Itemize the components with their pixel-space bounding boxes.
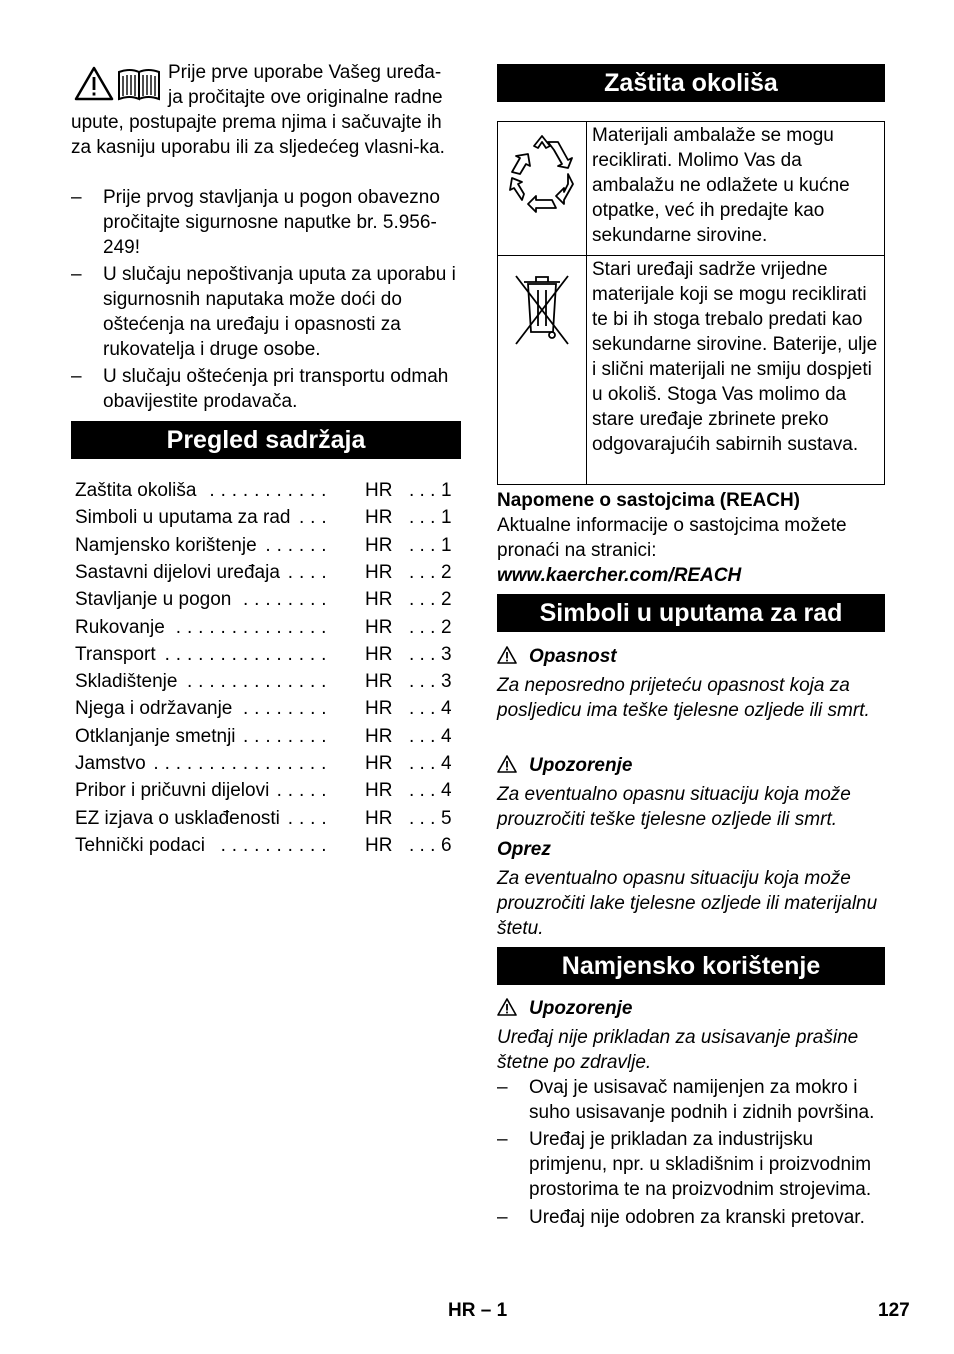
toc-row-label: Sastavni dijelovi uređaja <box>75 561 280 583</box>
toc-row-leader: ...... <box>265 534 333 556</box>
toc-row-label: Njega i održavanje <box>75 698 233 720</box>
env-devices-text: Stari uređaji sadrže vrijedne materijale koji se mogu reciklirati te bi ih stoga trebalo predati kao sekundarne sirovine. Baterije, ulje i slični materijali ne smiju dospjeti u okoliš. Stoga Vas molimo da stare uređaje zbrinete preko odgovarajućih sabirnih sustava. <box>592 259 878 455</box>
toc-row-page: 1 <box>441 507 452 529</box>
toc-row-lang: HR <box>365 507 393 529</box>
toc-row-page-leader: . . . <box>409 534 436 556</box>
toc-row-page-leader: . . . <box>409 671 436 693</box>
toc-row[interactable] <box>75 724 455 751</box>
toc-row[interactable] <box>75 560 455 587</box>
toc-row-page: 2 <box>441 589 452 611</box>
toc-row-page: 4 <box>441 753 452 774</box>
toc-row-page: 3 <box>441 643 452 665</box>
reach-text: Aktualne informacije o sastojcima možete pronaći na stranici: <box>497 515 847 561</box>
env-packaging-cell <box>587 122 885 256</box>
toc-row-lang: HR <box>365 561 393 583</box>
warning-label: Upozorenje <box>529 755 633 776</box>
toc-row-page-leader: . . . <box>409 807 436 829</box>
env-cell-icon <box>498 122 587 256</box>
toc-row-leader: ..... <box>276 780 333 802</box>
toc-row-label: Jamstvo <box>75 753 146 774</box>
toc-row-page: 1 <box>441 480 452 501</box>
toc-row-leader: ............. <box>187 671 333 693</box>
toc-row-page: 5 <box>441 807 452 829</box>
toc-row-label: Transport <box>75 643 156 665</box>
caution-text: Za eventualno opasnu situaciju koja može prouzročiti lake tjelesne ozljede ili materijalnu štetu. <box>497 868 878 939</box>
toc-row-page-leader: . . . <box>409 834 436 856</box>
toc-row-leader: .......... <box>220 834 333 856</box>
toc-row-page-leader: . . . <box>409 698 436 720</box>
env-table <box>497 121 885 485</box>
toc-row-page-leader: . . . <box>409 480 436 501</box>
toc-row-page-leader: . . . <box>409 725 436 747</box>
toc-row[interactable] <box>75 615 455 642</box>
toc-row-page: 6 <box>441 834 452 856</box>
toc-row-lang: HR <box>365 807 393 829</box>
intro-first-line: Prije prve uporabe Vašeg uređa- <box>168 62 442 83</box>
toc-row-label: Zaštita okoliša <box>75 480 197 501</box>
list-item-text: Uređaj je prikladan za industrijsku primjenu, npr. u skladišnim i proizvodnim prostorima te na proizvodnim strojevima. <box>529 1129 872 1200</box>
warning-triangle-icon <box>497 646 517 664</box>
warning-read-manual-icon <box>74 66 162 102</box>
toc-row-page-leader: . . . <box>409 753 436 774</box>
toc-row[interactable] <box>75 505 455 532</box>
list-item-text: Uređaj nije odobren za kranski pretovar. <box>529 1207 865 1228</box>
toc-row-label: Skladištenje <box>75 671 178 693</box>
toc-row[interactable] <box>75 778 455 805</box>
page-number: 127 <box>878 1300 910 1321</box>
toc-row-page-leader: . . . <box>409 561 436 583</box>
toc-row-leader: .... <box>287 561 333 583</box>
caution-label: Oprez <box>497 839 551 860</box>
toc-row[interactable] <box>75 587 455 614</box>
toc-row-label: Tehnički podaci <box>75 834 205 856</box>
intended-use-heading: Namjensko korištenje <box>497 947 885 985</box>
env-devices-cell <box>587 256 885 485</box>
toc-row-page: 4 <box>441 698 452 720</box>
toc-row-lang: HR <box>365 616 393 638</box>
list-item-text: Prije prvog stavljanja u pogon obavezno pročitajte sigurnosne naputke br. 5.956-249! <box>103 187 440 258</box>
intended-use-warning-label: Upozorenje <box>529 998 633 1019</box>
toc-row[interactable] <box>75 806 455 833</box>
toc-row-leader: ... <box>299 507 333 529</box>
toc-row[interactable] <box>75 642 455 669</box>
list-item-text: Ovaj je usisavač namijenjen za mokro i suho usisavanje podnih i zidnih površina. <box>529 1077 875 1123</box>
crossed-bin-icon <box>498 256 586 356</box>
toc-row-page: 4 <box>441 780 452 802</box>
toc-row-label: Namjensko korištenje <box>75 534 257 556</box>
toc-row-page: 3 <box>441 671 452 693</box>
toc-row-page-leader: . . . <box>409 616 436 638</box>
toc-row-leader: ........... <box>209 480 333 501</box>
symbols-heading: Simboli u uputama za rad <box>497 594 885 632</box>
toc-row-lang: HR <box>365 480 393 501</box>
reach-link[interactable]: www.kaercher.com/REACH <box>497 565 742 586</box>
footer-section: HR – 1 <box>448 1300 508 1321</box>
warning-triangle-icon <box>497 998 517 1016</box>
toc-row-lang: HR <box>365 643 393 665</box>
toc-row[interactable] <box>75 833 455 860</box>
toc-row-leader: ........ <box>243 589 333 611</box>
toc-row-page-leader: . . . <box>409 643 436 665</box>
toc-row-lang: HR <box>365 589 393 611</box>
env-cell-icon <box>498 256 587 485</box>
toc-row-label: EZ izjava o usklađenosti <box>75 807 280 829</box>
toc-row-lang: HR <box>365 834 393 856</box>
toc-row-lang: HR <box>365 534 393 556</box>
toc-row-lang: HR <box>365 753 393 774</box>
danger-label: Opasnost <box>529 646 617 667</box>
list-item-text: U slučaju nepoštivanja uputa za uporabu i sigurnosnih naputaka može doći do oštećenja na uređaju i opasnosti za rukovatelja i druge osobe. <box>103 264 456 360</box>
toc-row-lang: HR <box>365 780 393 802</box>
danger-text: Za neposredno prijeteću opasnost koja za posljedicu ima teške tjelesne ozljede ili smrt. <box>497 675 870 721</box>
toc-row-page-leader: . . . <box>409 507 436 529</box>
toc-row[interactable] <box>75 751 455 778</box>
intro-text: upute, postupajte prema njima i sačuvajte ih za kasniju uporabu ili za sljedećeg vlasni-ka. <box>71 112 445 158</box>
toc-heading: Pregled sadržaja <box>71 421 461 459</box>
toc-row-leader: ........ <box>243 698 333 720</box>
toc-row-leader: .............. <box>175 616 333 638</box>
toc-row-label: Rukovanje <box>75 616 165 638</box>
toc-row[interactable] <box>75 669 455 696</box>
warning-triangle-icon <box>497 755 517 773</box>
toc-row-lang: HR <box>365 671 393 693</box>
toc-row-label: Stavljanje u pogon <box>75 589 232 611</box>
toc-row[interactable] <box>75 533 455 560</box>
intended-use-warning-text: Uređaj nije prikladan za usisavanje prašine štetne po zdravlje. <box>497 1027 859 1073</box>
toc-row-page: 4 <box>441 725 452 747</box>
list-item-text: U slučaju oštećenja pri transportu odmah obavijestite prodavača. <box>103 366 449 412</box>
warning-text: Za eventualno opasnu situaciju koja može prouzročiti teške tjelesne ozljede ili smrt. <box>497 784 851 830</box>
env-packaging-text: Materijali ambalaže se mogu reciklirati. Molimo Vas da ambalažu ne odlažete u kućne otpatke, već ih predajte kao sekundarne sirovine. <box>592 125 850 246</box>
intro-second-line: ja pročitajte ove originalne radne <box>168 87 443 108</box>
toc-row-leader: ............... <box>164 643 333 665</box>
toc-row-page: 1 <box>441 534 452 556</box>
toc-row-page: 2 <box>441 616 452 638</box>
toc-row[interactable] <box>75 696 455 723</box>
toc-row-leader: ................ <box>153 753 333 774</box>
toc-row-page: 2 <box>441 561 452 583</box>
env-heading: Zaštita okoliša <box>497 64 885 102</box>
toc-row-lang: HR <box>365 725 393 747</box>
toc-row-label: Simboli u uputama za rad <box>75 507 291 529</box>
reach-title: Napomene o sastojcima (REACH) <box>497 490 801 511</box>
toc-row-label: Pribor i pričuvni dijelovi <box>75 780 270 802</box>
toc-row[interactable] <box>75 478 455 505</box>
toc-row-lang: HR <box>365 698 393 720</box>
toc-row-leader: ........ <box>243 725 333 747</box>
toc-row-page-leader: . . . <box>409 589 436 611</box>
toc-row-label: Otklanjanje smetnji <box>75 725 236 747</box>
recycling-icon <box>498 122 586 248</box>
toc-row-page-leader: . . . <box>409 780 436 802</box>
toc-row-leader: .... <box>287 807 333 829</box>
